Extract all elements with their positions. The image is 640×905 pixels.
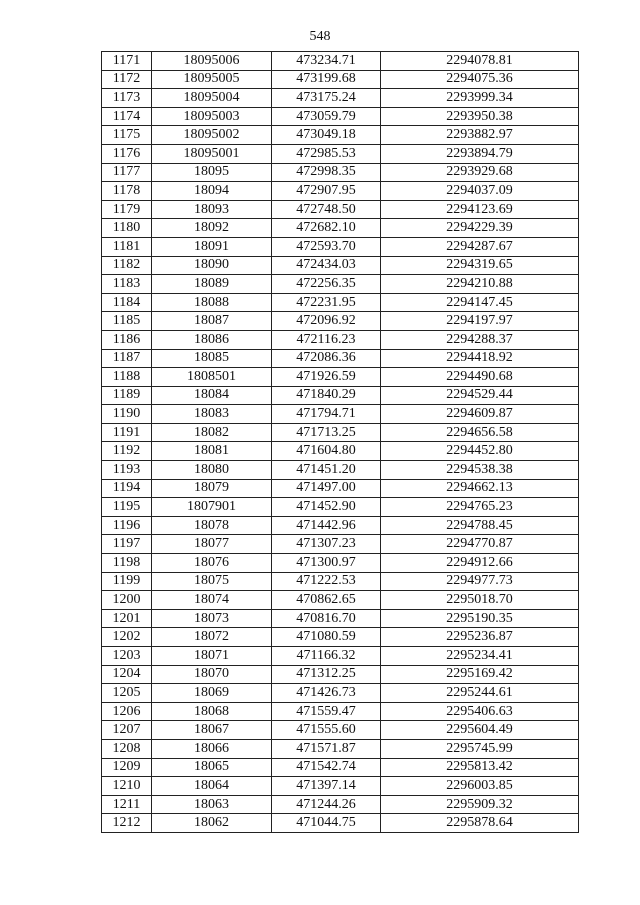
row-number-cell: 1183: [102, 275, 152, 294]
x-coordinate-cell: 473199.68: [272, 70, 381, 89]
table-row: [102, 182, 579, 201]
table-row: [102, 739, 579, 758]
point-id-cell: 18074: [152, 591, 272, 610]
point-id-cell: 18094: [152, 182, 272, 201]
x-coordinate-cell: 472593.70: [272, 237, 381, 256]
table-row: [102, 200, 579, 219]
row-number-cell: 1209: [102, 758, 152, 777]
x-coordinate-cell: 472231.95: [272, 293, 381, 312]
x-coordinate-cell: 471604.80: [272, 442, 381, 461]
y-coordinate-cell: 2294912.66: [381, 554, 579, 573]
row-number-cell: 1193: [102, 461, 152, 480]
x-coordinate-cell: 471244.26: [272, 795, 381, 814]
row-number-cell: 1198: [102, 554, 152, 573]
y-coordinate-cell: 2295236.87: [381, 628, 579, 647]
point-id-cell: 18091: [152, 237, 272, 256]
table-row: [102, 219, 579, 238]
table-row: [102, 591, 579, 610]
row-number-cell: 1178: [102, 182, 152, 201]
y-coordinate-cell: 2294529.44: [381, 386, 579, 405]
x-coordinate-cell: 471397.14: [272, 777, 381, 796]
table-row: [102, 702, 579, 721]
y-coordinate-cell: 2294229.39: [381, 219, 579, 238]
table-row: [102, 572, 579, 591]
table-row: [102, 163, 579, 182]
x-coordinate-cell: 471166.32: [272, 647, 381, 666]
point-id-cell: 18095006: [152, 52, 272, 71]
table-row: [102, 107, 579, 126]
point-id-cell: 18089: [152, 275, 272, 294]
y-coordinate-cell: 2294078.81: [381, 52, 579, 71]
row-number-cell: 1189: [102, 386, 152, 405]
point-id-cell: 18067: [152, 721, 272, 740]
x-coordinate-cell: 472682.10: [272, 219, 381, 238]
point-id-cell: 18063: [152, 795, 272, 814]
row-number-cell: 1203: [102, 647, 152, 666]
x-coordinate-cell: 471713.25: [272, 423, 381, 442]
y-coordinate-cell: 2294788.45: [381, 516, 579, 535]
y-coordinate-cell: 2294770.87: [381, 535, 579, 554]
row-number-cell: 1187: [102, 349, 152, 368]
row-number-cell: 1204: [102, 665, 152, 684]
table-row: [102, 479, 579, 498]
table-row: [102, 684, 579, 703]
point-id-cell: 18069: [152, 684, 272, 703]
row-number-cell: 1207: [102, 721, 152, 740]
table-row: [102, 70, 579, 89]
point-id-cell: 18071: [152, 647, 272, 666]
table-row: [102, 442, 579, 461]
point-id-cell: 18080: [152, 461, 272, 480]
y-coordinate-cell: 2296003.85: [381, 777, 579, 796]
point-id-cell: 18062: [152, 814, 272, 833]
table-row: [102, 665, 579, 684]
table-row: [102, 349, 579, 368]
y-coordinate-cell: 2295018.70: [381, 591, 579, 610]
x-coordinate-cell: 471555.60: [272, 721, 381, 740]
row-number-cell: 1182: [102, 256, 152, 275]
y-coordinate-cell: 2295190.35: [381, 609, 579, 628]
row-number-cell: 1205: [102, 684, 152, 703]
x-coordinate-cell: 471840.29: [272, 386, 381, 405]
row-number-cell: 1197: [102, 535, 152, 554]
table-row: [102, 237, 579, 256]
x-coordinate-cell: 471451.20: [272, 461, 381, 480]
y-coordinate-cell: 2294319.65: [381, 256, 579, 275]
y-coordinate-cell: 2294075.36: [381, 70, 579, 89]
point-id-cell: 18077: [152, 535, 272, 554]
table-row: [102, 461, 579, 480]
x-coordinate-cell: 472256.35: [272, 275, 381, 294]
row-number-cell: 1210: [102, 777, 152, 796]
point-id-cell: 18092: [152, 219, 272, 238]
x-coordinate-cell: 471794.71: [272, 405, 381, 424]
table-row: [102, 405, 579, 424]
point-id-cell: 18079: [152, 479, 272, 498]
point-id-cell: 18084: [152, 386, 272, 405]
x-coordinate-cell: 472086.36: [272, 349, 381, 368]
point-id-cell: 18085: [152, 349, 272, 368]
point-id-cell: 18093: [152, 200, 272, 219]
y-coordinate-cell: 2294197.97: [381, 312, 579, 331]
table-row: [102, 423, 579, 442]
table-row: [102, 535, 579, 554]
row-number-cell: 1171: [102, 52, 152, 71]
x-coordinate-cell: 472748.50: [272, 200, 381, 219]
coordinates-table: [101, 51, 579, 833]
page-number: 548: [309, 29, 331, 44]
x-coordinate-cell: 471426.73: [272, 684, 381, 703]
x-coordinate-cell: 470816.70: [272, 609, 381, 628]
x-coordinate-cell: 472907.95: [272, 182, 381, 201]
table-row: [102, 330, 579, 349]
x-coordinate-cell: 471497.00: [272, 479, 381, 498]
point-id-cell: 18086: [152, 330, 272, 349]
row-number-cell: 1211: [102, 795, 152, 814]
table-row: [102, 293, 579, 312]
y-coordinate-cell: 2294662.13: [381, 479, 579, 498]
y-coordinate-cell: 2294977.73: [381, 572, 579, 591]
row-number-cell: 1196: [102, 516, 152, 535]
row-number-cell: 1173: [102, 89, 152, 108]
table-body: [102, 52, 579, 833]
y-coordinate-cell: 2295745.99: [381, 739, 579, 758]
row-number-cell: 1184: [102, 293, 152, 312]
row-number-cell: 1199: [102, 572, 152, 591]
point-id-cell: 18088: [152, 293, 272, 312]
y-coordinate-cell: 2295813.42: [381, 758, 579, 777]
row-number-cell: 1202: [102, 628, 152, 647]
table-row: [102, 609, 579, 628]
row-number-cell: 1177: [102, 163, 152, 182]
row-number-cell: 1200: [102, 591, 152, 610]
point-id-cell: 1807901: [152, 498, 272, 517]
point-id-cell: 18076: [152, 554, 272, 573]
x-coordinate-cell: 471542.74: [272, 758, 381, 777]
x-coordinate-cell: 471312.25: [272, 665, 381, 684]
table-row: [102, 89, 579, 108]
row-number-cell: 1188: [102, 368, 152, 387]
table-row: [102, 144, 579, 163]
row-number-cell: 1190: [102, 405, 152, 424]
row-number-cell: 1195: [102, 498, 152, 517]
point-id-cell: 18095002: [152, 126, 272, 145]
table-row: [102, 52, 579, 71]
x-coordinate-cell: 471452.90: [272, 498, 381, 517]
y-coordinate-cell: 2295169.42: [381, 665, 579, 684]
table-row: [102, 795, 579, 814]
row-number-cell: 1179: [102, 200, 152, 219]
y-coordinate-cell: 2295234.41: [381, 647, 579, 666]
x-coordinate-cell: 473234.71: [272, 52, 381, 71]
row-number-cell: 1174: [102, 107, 152, 126]
table-row: [102, 386, 579, 405]
y-coordinate-cell: 2294288.37: [381, 330, 579, 349]
y-coordinate-cell: 2294287.67: [381, 237, 579, 256]
point-id-cell: 18082: [152, 423, 272, 442]
point-id-cell: 18095004: [152, 89, 272, 108]
point-id-cell: 18095005: [152, 70, 272, 89]
table-row: [102, 777, 579, 796]
row-number-cell: 1208: [102, 739, 152, 758]
table-row: [102, 368, 579, 387]
x-coordinate-cell: 471300.97: [272, 554, 381, 573]
point-id-cell: 18073: [152, 609, 272, 628]
x-coordinate-cell: 473175.24: [272, 89, 381, 108]
table-row: [102, 256, 579, 275]
point-id-cell: 18066: [152, 739, 272, 758]
x-coordinate-cell: 473059.79: [272, 107, 381, 126]
y-coordinate-cell: 2295909.32: [381, 795, 579, 814]
y-coordinate-cell: 2294147.45: [381, 293, 579, 312]
point-id-cell: 18075: [152, 572, 272, 591]
table-row: [102, 498, 579, 517]
point-id-cell: 18087: [152, 312, 272, 331]
point-id-cell: 18070: [152, 665, 272, 684]
table-row: [102, 647, 579, 666]
y-coordinate-cell: 2295878.64: [381, 814, 579, 833]
x-coordinate-cell: 472116.23: [272, 330, 381, 349]
x-coordinate-cell: 471559.47: [272, 702, 381, 721]
y-coordinate-cell: 2295406.63: [381, 702, 579, 721]
x-coordinate-cell: 471926.59: [272, 368, 381, 387]
y-coordinate-cell: 2293999.34: [381, 89, 579, 108]
y-coordinate-cell: 2294123.69: [381, 200, 579, 219]
table-row: [102, 516, 579, 535]
table-row: [102, 554, 579, 573]
x-coordinate-cell: 472096.92: [272, 312, 381, 331]
y-coordinate-cell: 2293894.79: [381, 144, 579, 163]
point-id-cell: 18083: [152, 405, 272, 424]
point-id-cell: 18095003: [152, 107, 272, 126]
row-number-cell: 1206: [102, 702, 152, 721]
x-coordinate-cell: 473049.18: [272, 126, 381, 145]
table-row: [102, 126, 579, 145]
x-coordinate-cell: 471222.53: [272, 572, 381, 591]
row-number-cell: 1175: [102, 126, 152, 145]
row-number-cell: 1176: [102, 144, 152, 163]
row-number-cell: 1201: [102, 609, 152, 628]
table-row: [102, 275, 579, 294]
row-number-cell: 1180: [102, 219, 152, 238]
y-coordinate-cell: 2294656.58: [381, 423, 579, 442]
x-coordinate-cell: 472434.03: [272, 256, 381, 275]
x-coordinate-cell: 472998.35: [272, 163, 381, 182]
table-row: [102, 721, 579, 740]
y-coordinate-cell: 2294418.92: [381, 349, 579, 368]
row-number-cell: 1194: [102, 479, 152, 498]
y-coordinate-cell: 2293882.97: [381, 126, 579, 145]
point-id-cell: 18068: [152, 702, 272, 721]
point-id-cell: 18095: [152, 163, 272, 182]
table-row: [102, 628, 579, 647]
y-coordinate-cell: 2295604.49: [381, 721, 579, 740]
y-coordinate-cell: 2293929.68: [381, 163, 579, 182]
row-number-cell: 1172: [102, 70, 152, 89]
row-number-cell: 1192: [102, 442, 152, 461]
x-coordinate-cell: 470862.65: [272, 591, 381, 610]
y-coordinate-cell: 2294490.68: [381, 368, 579, 387]
y-coordinate-cell: 2294452.80: [381, 442, 579, 461]
point-id-cell: 18090: [152, 256, 272, 275]
point-id-cell: 18081: [152, 442, 272, 461]
y-coordinate-cell: 2294609.87: [381, 405, 579, 424]
row-number-cell: 1191: [102, 423, 152, 442]
row-number-cell: 1186: [102, 330, 152, 349]
point-id-cell: 18095001: [152, 144, 272, 163]
point-id-cell: 18078: [152, 516, 272, 535]
point-id-cell: 18072: [152, 628, 272, 647]
x-coordinate-cell: 472985.53: [272, 144, 381, 163]
x-coordinate-cell: 471307.23: [272, 535, 381, 554]
y-coordinate-cell: 2294210.88: [381, 275, 579, 294]
y-coordinate-cell: 2294765.23: [381, 498, 579, 517]
x-coordinate-cell: 471571.87: [272, 739, 381, 758]
point-id-cell: 1808501: [152, 368, 272, 387]
point-id-cell: 18064: [152, 777, 272, 796]
row-number-cell: 1185: [102, 312, 152, 331]
y-coordinate-cell: 2294037.09: [381, 182, 579, 201]
table-row: [102, 814, 579, 833]
point-id-cell: 18065: [152, 758, 272, 777]
y-coordinate-cell: 2295244.61: [381, 684, 579, 703]
y-coordinate-cell: 2294538.38: [381, 461, 579, 480]
x-coordinate-cell: 471442.96: [272, 516, 381, 535]
row-number-cell: 1212: [102, 814, 152, 833]
x-coordinate-cell: 471044.75: [272, 814, 381, 833]
row-number-cell: 1181: [102, 237, 152, 256]
x-coordinate-cell: 471080.59: [272, 628, 381, 647]
y-coordinate-cell: 2293950.38: [381, 107, 579, 126]
table-row: [102, 312, 579, 331]
table-row: [102, 758, 579, 777]
